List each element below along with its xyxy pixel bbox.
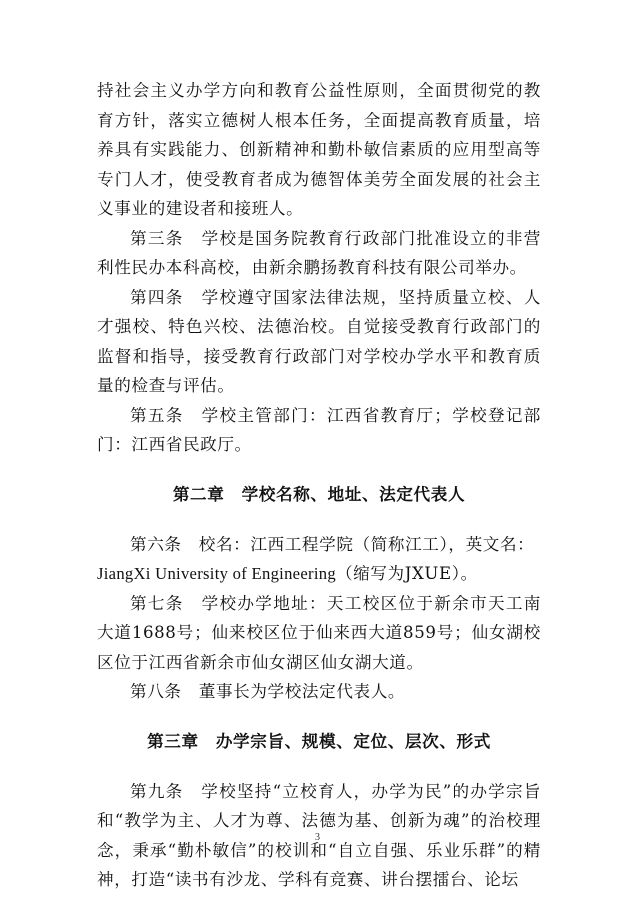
chapter-2-heading: 第二章 学校名称、地址、法定代表人 [172, 484, 466, 504]
article-3: 第三条 学校是国务院教育行政部门批准设立的非营利性民办本科高校，由新余鹏扬教育科技有限公司举办。 [97, 228, 541, 277]
article-5: 第五条 学校主管部门：江西省教育厅；学校登记部门：江西省民政厅。 [97, 405, 541, 454]
english-name: JiangXi University of Engineering [97, 564, 336, 583]
article-9: 第九条 学校坚持“立校育人，办学为民”的办学宗旨和“教学为主、人才为尊、法德为基、创新为魂”的治校理念，秉承“勤朴敏信”的校训和“自立自强、乐业乐群”的精神，打造“读书有沙龙、学科有竞赛、讲台摆擂台、论坛 [97, 781, 541, 889]
chapter-3-heading: 第三章 办学宗旨、规模、定位、层次、形式 [147, 731, 491, 751]
document-page [97, 76, 541, 895]
article-8: 第八条 董事长为学校法定代表人。 [130, 682, 406, 701]
page-number: 3 [315, 832, 320, 843]
article-6-line-2 [97, 559, 541, 589]
paragraph-continuation: 持社会主义办学方向和教育公益性原则，全面贯彻党的教育方针，落实立德树人根本任务，全面提高教育质量，培养具有实践能力、创新精神和勤朴敏信素质的应用型高等专门人才，使受教育者成为德智体美劳全面发展的社会主义事业的建设者和接班人。 [97, 81, 541, 218]
article-6-line-1: 第六条 校名：江西工程学院（简称江工），英文名： [130, 534, 535, 554]
article-4: 第四条 学校遵守国家法律法规，坚持质量立校、人才强校、特色兴校、法德治校。自觉接受教育行政部门的监督和指导，接受教育行政部门对学校办学水平和教育质量的检查与评估。 [97, 287, 541, 395]
english-abbreviation: （缩写为JXUE）。 [335, 564, 478, 583]
article-7: 第七条 学校办学地址：天工校区位于新余市天工南大道1688号；仙来校区位于仙来西大道859号；仙女湖校区位于江西省新余市仙女湖区仙女湖大道。 [97, 593, 541, 672]
